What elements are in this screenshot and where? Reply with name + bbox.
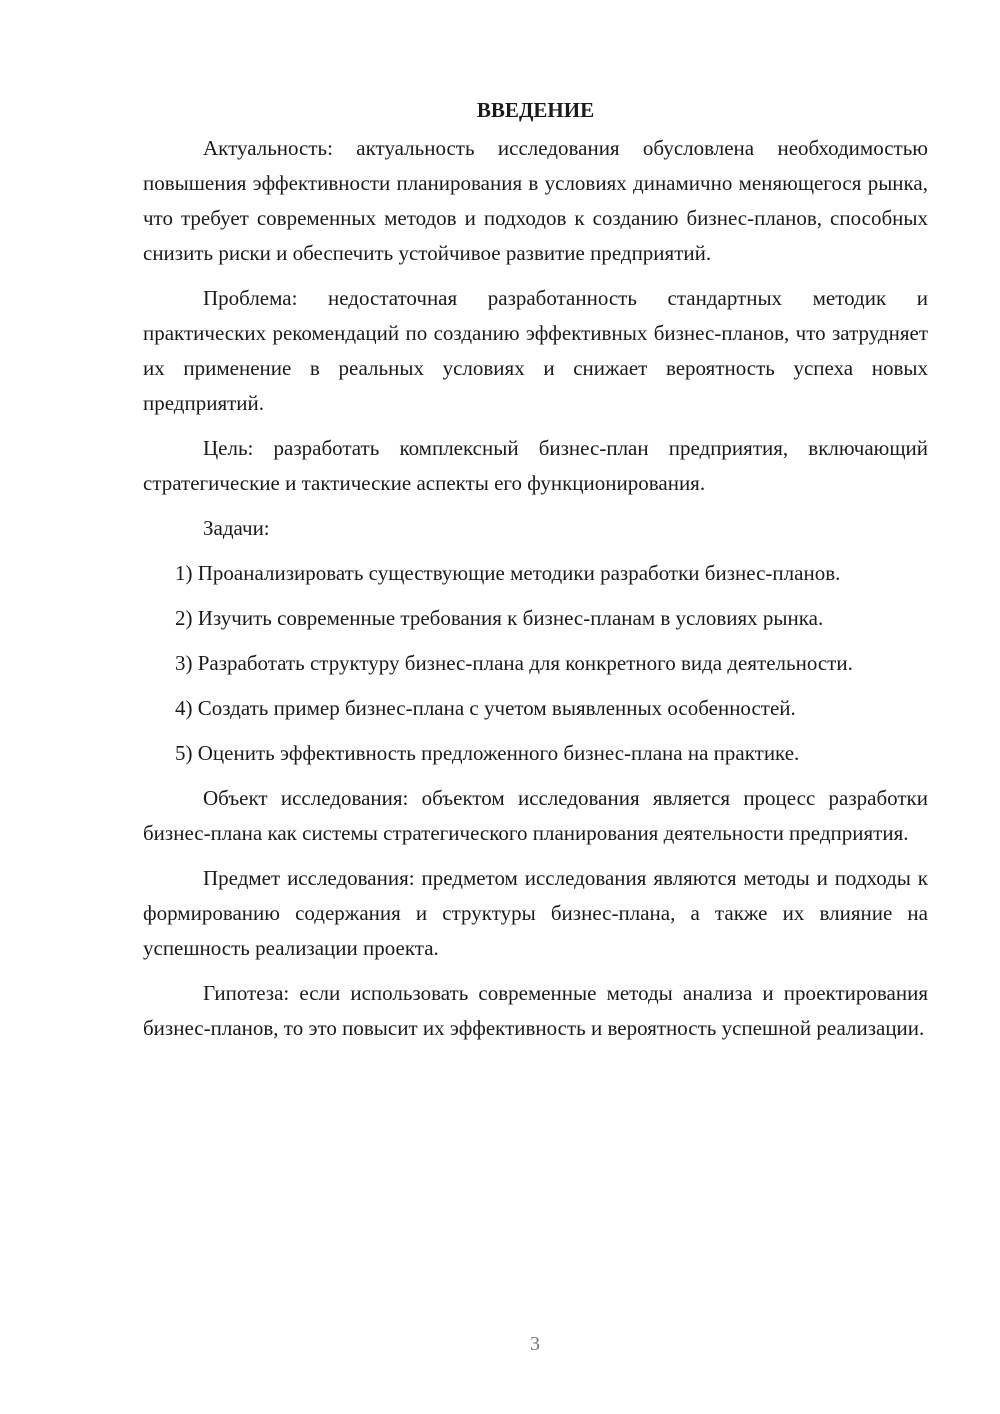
task-item-2: 2) Изучить современные требования к бизнес-планам в условиях рынка. (175, 606, 824, 630)
paragraph-object: Объект исследования: объектом исследования является процесс разработки бизнес-плана как системы стратегического планирования деятельности предприятия. (143, 786, 928, 845)
page-number: 3 (530, 1333, 540, 1355)
task-item-5: 5) Оценить эффективность предложенного бизнес-плана на практике. (175, 741, 800, 765)
task-item-4: 4) Создать пример бизнес-плана с учетом выявленных особенностей. (175, 696, 796, 720)
paragraph-goal: Цель: разработать комплексный бизнес-план предприятия, включающий стратегические и тактические аспекты его функционирования. (143, 436, 928, 495)
paragraph-problem: Проблема: недостаточная разработанность стандартных методик и практических рекомендаций по созданию эффективных бизнес-планов, что затрудняет их применение в реальных условиях и снижает вероятность успеха новых предприятий. (143, 286, 928, 415)
document-page (143, 95, 928, 1056)
task-item-1: 1) Проанализировать существующие методики разработки бизнес-планов. (175, 561, 841, 585)
paragraph-hypothesis: Гипотеза: если использовать современные методы анализа и проектирования бизнес-планов, то это повысит их эффективность и вероятность успешной реализации. (143, 981, 928, 1040)
section-title: ВВЕДЕНИЕ (476, 98, 595, 122)
task-item-3: 3) Разработать структуру бизнес-плана для конкретного вида деятельности. (175, 651, 853, 675)
paragraph-subject: Предмет исследования: предметом исследования являются методы и подходы к формированию содержания и структуры бизнес-плана, а также их влияние на успешность реализации проекта. (143, 866, 928, 960)
tasks-heading: Задачи: (203, 516, 270, 540)
paragraph-relevance: Актуальность: актуальность исследования обусловлена необходимостью повышения эффективности планирования в условиях динамично меняющегося рынка, что требует современных методов и подходов к созданию бизнес-планов, способных снизить риски и обеспечить устойчивое развитие предприятий. (143, 136, 928, 265)
